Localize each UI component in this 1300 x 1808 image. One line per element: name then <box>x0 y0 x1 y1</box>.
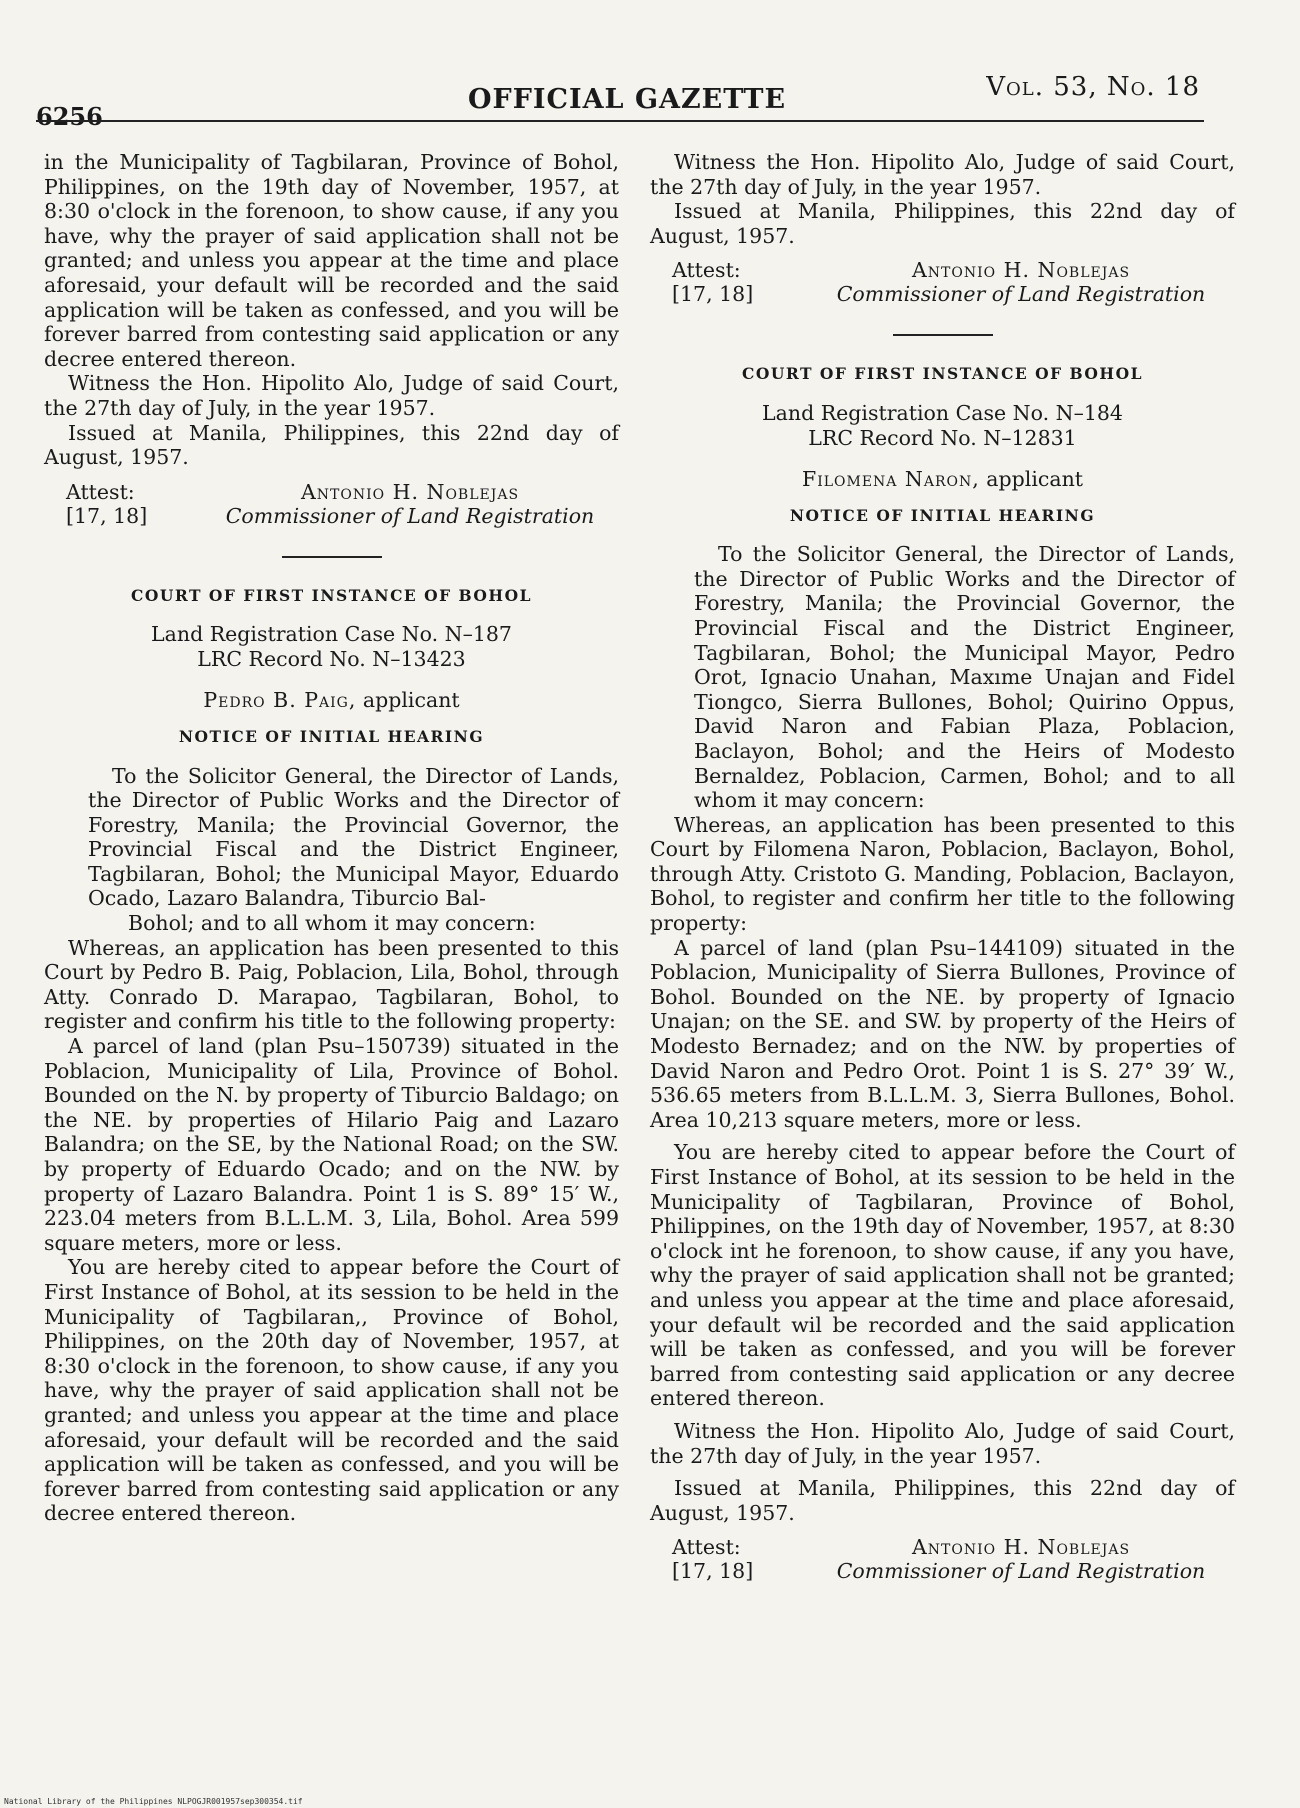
witness-paragraph: Witness the Hon. Hipolito Alo, Judge of said Court, the 27th day of July, in the year 1957. <box>44 371 619 420</box>
attest-label-block <box>650 258 807 306</box>
section-divider <box>282 556 382 558</box>
witness-paragraph-2: Witness the Hon. Hipolito Alo, Judge of said Court, the 27th day of July, in the year 1957. <box>650 1418 1235 1468</box>
attest-label: Attest: <box>672 1535 741 1560</box>
whereas-paragraph: Whereas, an application has been presented to this Court by Pedro B. Paig, Poblacion, Lila, Bohol, through Atty. Conrado D. Marapao, Tagbilaran, Bohol, to register and confirm his title to the following property: <box>44 935 619 1034</box>
right-column <box>650 150 1235 1583</box>
volume-number: Vol. 53, No. 18 <box>986 72 1200 102</box>
attest-reference: [17, 18] <box>66 503 148 528</box>
court-heading: COURT OF FIRST INSTANCE OF BOHOL <box>742 364 1143 384</box>
applicant-line <box>650 467 1235 492</box>
lrc-record: LRC Record No. N–12831 <box>808 425 1077 450</box>
lrc-record: LRC Record No. N–13423 <box>197 647 466 672</box>
attest-block <box>44 480 619 528</box>
issued-paragraph: Issued at Manila, Philippines, this 22nd day of August, 1957. <box>44 420 619 470</box>
signature-block <box>807 258 1235 306</box>
signer-name: Antonio H. Noblejas <box>300 479 520 504</box>
applicant-suffix: applicant <box>362 688 460 713</box>
page-header <box>36 72 1200 131</box>
cited-paragraph: You are hereby cited to appear before the Court of First Instance of Bohol, at its session to be held in the Municipality of Tagbilaran, Province of Bohol, Philippines, on the 19th day of November, 1957, at 8:30 o'clock int he forenoon, to show cause, if any you have, why the prayer of said application shall not be granted; and unless you appear at the time and place aforesaid, your default wil be recorded and the said application will be taken as confessed, and you will be forever barred from contesting said application or any decree entered thereon. <box>650 1140 1235 1411</box>
witness-paragraph: Witness the Hon. Hipolito Alo, Judge of said Court, the 27th day of July, in the year 1957. <box>650 150 1235 199</box>
issued-paragraph: Issued at Manila, Philippines, this 22nd day of August, 1957. <box>650 199 1235 248</box>
signature-block <box>201 480 619 528</box>
signer-title: Commissioner of Land Registration <box>225 503 595 528</box>
signer-title: Commissioner of Land Registration <box>836 1559 1206 1584</box>
signer-name: Antonio H. Noblejas <box>911 258 1131 283</box>
continued-paragraph: in the Municipality of Tagbilaran, Province of Bohol, Philippines, on the 19th day of November, 1957, at 8:30 o'clock in the forenoon, to show cause, if any you have, why the prayer of said application shall not be granted; and unless you appear at the time and place aforesaid, your default will be recorded and the said application will be taken as confessed, and you will be forever barred from contesting said application or any decree entered thereon. <box>44 150 619 371</box>
page-number: 6256 <box>36 102 103 131</box>
issued-paragraph-2: Issued at Manila, Philippines, this 22nd day of August, 1957. <box>650 1476 1235 1525</box>
court-heading: COURT OF FIRST INSTANCE OF BOHOL <box>131 585 532 605</box>
left-column <box>44 150 619 1526</box>
section-divider <box>893 334 993 336</box>
parcel-paragraph: A parcel of land (plan Psu–144109) situated in the Poblacion, Municipality of Sierra Bullones, Province of Bohol. Bounded on the NE. by property of Ignacio Unajan; on the SE. and SW. by property of the Heirs of Modesto Bernadez; and on the NW. by properties of David Naron and Pedro Orot. Point 1 is S. 27° 39′ W., 536.65 meters from B.L.L.M. 3, Sierra Bullones, Bohol. Area 10,213 square meters, more or less. <box>650 935 1235 1132</box>
header-rule <box>36 120 1204 122</box>
notice-heading: NOTICE OF INITIAL HEARING <box>178 726 485 746</box>
scan-source-footer: National Library of the Philippines NLPOGJR001957sep300354.tif <box>4 1797 303 1806</box>
attest-label: Attest: <box>672 258 741 283</box>
addressee-paragraph: To the Solicitor General, the Director of Lands, the Director of Public Works and the Director of Forestry, Manila; the Provincial Governor, the Provincial Fiscal and the District Engineer, Tagbilaran, Bohol; the Municipal Mayor, Eduardo Ocado, Lazaro Balandra, Tiburcio Bal- <box>88 763 619 911</box>
case-number: Land Registration Case No. N–184 <box>762 400 1123 425</box>
applicant-name: Filomena Naron, <box>801 466 980 491</box>
applicant-line <box>44 688 619 713</box>
attest-block <box>650 258 1235 306</box>
parcel-paragraph: A parcel of land (plan Psu–150739) situated in the Poblacion, Municipality of Lila, Province of Bohol. Bounded on the N. by property of Tiburcio Baldago; on the NE. by properties of Hilario Paig and Lazaro Balandra; on the SE, by the National Road; on the SW. by property of Eduardo Ocado; and on the NW. by property of Lazaro Balandra. Point 1 is S. 89° 15′ W., 223.04 meters from B.L.L.M. 3, Lila, Bohol. Area 599 square meters, more or less. <box>44 1034 619 1255</box>
signer-title: Commissioner of Land Registration <box>836 282 1206 307</box>
publication-title: OFFICIAL GAZETTE <box>468 84 787 115</box>
attest-label-block <box>650 1535 807 1583</box>
applicant-name: Pedro B. Paig, <box>203 688 357 713</box>
whereas-paragraph: Whereas, an application has been presented to this Court by Filomena Naron, Poblacion, Baclayon, Bohol, through Atty. Cristoto G. Manding, Poblacion, Baclayon, Bohol, to register and confirm her title to the following property: <box>650 812 1235 936</box>
applicant-suffix: applicant <box>986 466 1084 491</box>
attest-reference: [17, 18] <box>672 1559 754 1584</box>
signature-block <box>807 1535 1235 1583</box>
notice-heading: NOTICE OF INITIAL HEARING <box>789 505 1096 525</box>
attest-block-2 <box>650 1535 1235 1583</box>
addressee-tail: Bohol; and to all whom it may concern: <box>128 911 536 936</box>
attest-reference: [17, 18] <box>672 282 754 307</box>
case-number: Land Registration Case No. N–187 <box>151 622 512 647</box>
attest-label: Attest: <box>66 479 135 504</box>
attest-label-block <box>44 480 201 528</box>
addressee-paragraph: To the Solicitor General, the Director of Lands, the Director of Public Works and the Director of Forestry, Manila; the Provincial Governor, the Provincial Fiscal and the District Engineer, Tagbilaran, Bohol; the Municipal Mayor, Pedro Orot, Ignacio Unahan, Maxıme Unajan and Fidel Tiongco, Sierra Bullones, Bohol; Quirino Oppus, David Naron and Fabian Plaza, Poblacion, Baclayon, Bohol; and the Heirs of Modesto Bernaldez, Poblacion, Carmen, Bohol; and to all whom it may concern: <box>694 542 1235 813</box>
cited-paragraph: You are hereby cited to appear before the Court of First Instance of Bohol, at its session to be held in the Municipality of Tagbilaran,, Province of Bohol, Philippines, on the 20th day of November, 1957, at 8:30 o'clock in the forenoon, to show cause, if any you have, why the prayer of said application shall not be granted; and unless you appear at the time and place aforesaid, your default will be recorded and the said application will be taken as confessed, and you will be forever barred from contesting said application or any decree entered thereon. <box>44 1255 619 1526</box>
signer-name: Antonio H. Noblejas <box>911 1535 1131 1560</box>
